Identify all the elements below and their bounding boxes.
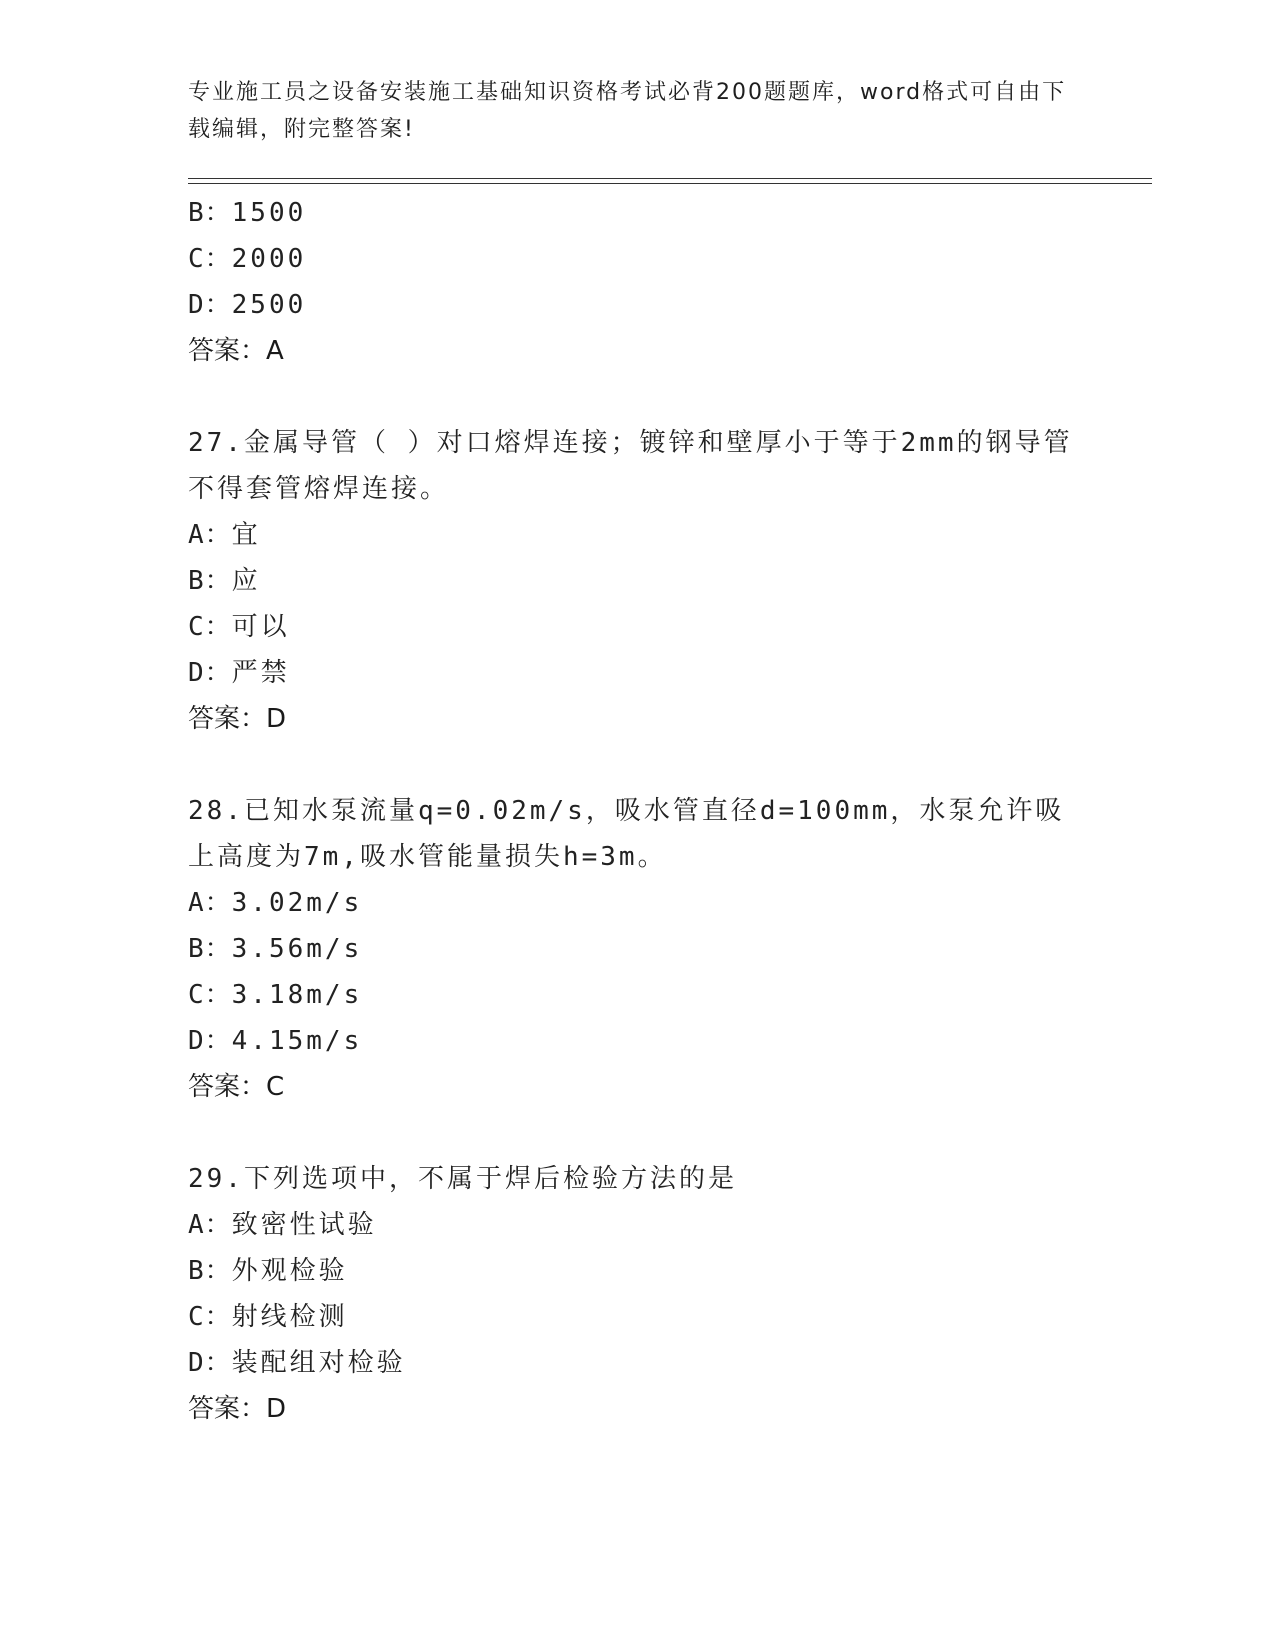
option-d	[188, 1018, 1088, 1064]
question-stem: 28.已知水泵流量q=0.02m/s，吸水管直径d=100mm，水泵允许吸上高度为7m,吸水管能量损失h=3m。	[188, 796, 1065, 872]
option-text: 2500	[231, 290, 307, 320]
question-stem: 27.金属导管（ ）对口熔焊连接；镀锌和壁厚小于等于2mm的钢导管不得套管熔焊连接。	[188, 428, 1073, 504]
option-key: D：	[188, 1348, 232, 1378]
option-key: B：	[188, 934, 232, 964]
header-rule-bottom	[188, 183, 1152, 184]
option-a	[188, 512, 1088, 558]
option-text: 4.15m/s	[231, 1026, 363, 1056]
option-text: 宜	[231, 520, 261, 550]
question-list	[188, 190, 1088, 1432]
question-stem: 29.下列选项中，不属于焊后检验方法的是	[188, 1164, 737, 1194]
document-header: 专业施工员之设备安装施工基础知识资格考试必背200题题库，word格式可自由下载编辑，附完整答案!	[188, 80, 1067, 142]
option-d	[188, 1340, 1088, 1386]
option-c	[188, 236, 1088, 282]
option-key: C：	[188, 244, 232, 274]
option-text: 2000	[231, 244, 307, 274]
option-key: C：	[188, 980, 232, 1010]
option-key: B：	[188, 198, 232, 228]
question-29	[188, 1156, 1088, 1432]
option-b	[188, 558, 1088, 604]
answer-line: 答案：D	[188, 704, 287, 734]
answer-line: 答案：C	[188, 1072, 285, 1102]
option-text: 3.56m/s	[231, 934, 363, 964]
option-key: B：	[188, 1256, 232, 1286]
answer-line: 答案：D	[188, 1394, 287, 1424]
option-b	[188, 1248, 1088, 1294]
option-key: A：	[188, 1210, 232, 1240]
option-key: B：	[188, 566, 232, 596]
option-d	[188, 282, 1088, 328]
question-continued	[188, 190, 1088, 374]
question-27	[188, 420, 1088, 742]
spacer	[188, 374, 1088, 420]
option-text: 1500	[231, 198, 307, 228]
option-a	[188, 1202, 1088, 1248]
option-text: 射线检测	[231, 1302, 348, 1332]
option-key: D：	[188, 290, 232, 320]
option-b	[188, 190, 1088, 236]
option-key: A：	[188, 888, 232, 918]
option-text: 3.02m/s	[231, 888, 363, 918]
option-text: 可以	[231, 612, 290, 642]
option-c	[188, 1294, 1088, 1340]
option-c	[188, 604, 1088, 650]
option-text: 严禁	[231, 658, 290, 688]
option-text: 应	[231, 566, 261, 596]
question-28	[188, 788, 1088, 1110]
option-key: D：	[188, 1026, 232, 1056]
answer-line: 答案：A	[188, 336, 284, 366]
option-b	[188, 926, 1088, 972]
option-key: A：	[188, 520, 232, 550]
option-text: 外观检验	[231, 1256, 348, 1286]
option-c	[188, 972, 1088, 1018]
option-text: 装配组对检验	[231, 1348, 406, 1378]
spacer	[188, 1110, 1088, 1156]
option-key: C：	[188, 612, 232, 642]
spacer	[188, 742, 1088, 788]
option-key: D：	[188, 658, 232, 688]
option-d	[188, 650, 1088, 696]
option-text: 3.18m/s	[231, 980, 363, 1010]
header-rule-top	[188, 178, 1152, 179]
option-key: C：	[188, 1302, 232, 1332]
option-a	[188, 880, 1088, 926]
option-text: 致密性试验	[231, 1210, 377, 1240]
